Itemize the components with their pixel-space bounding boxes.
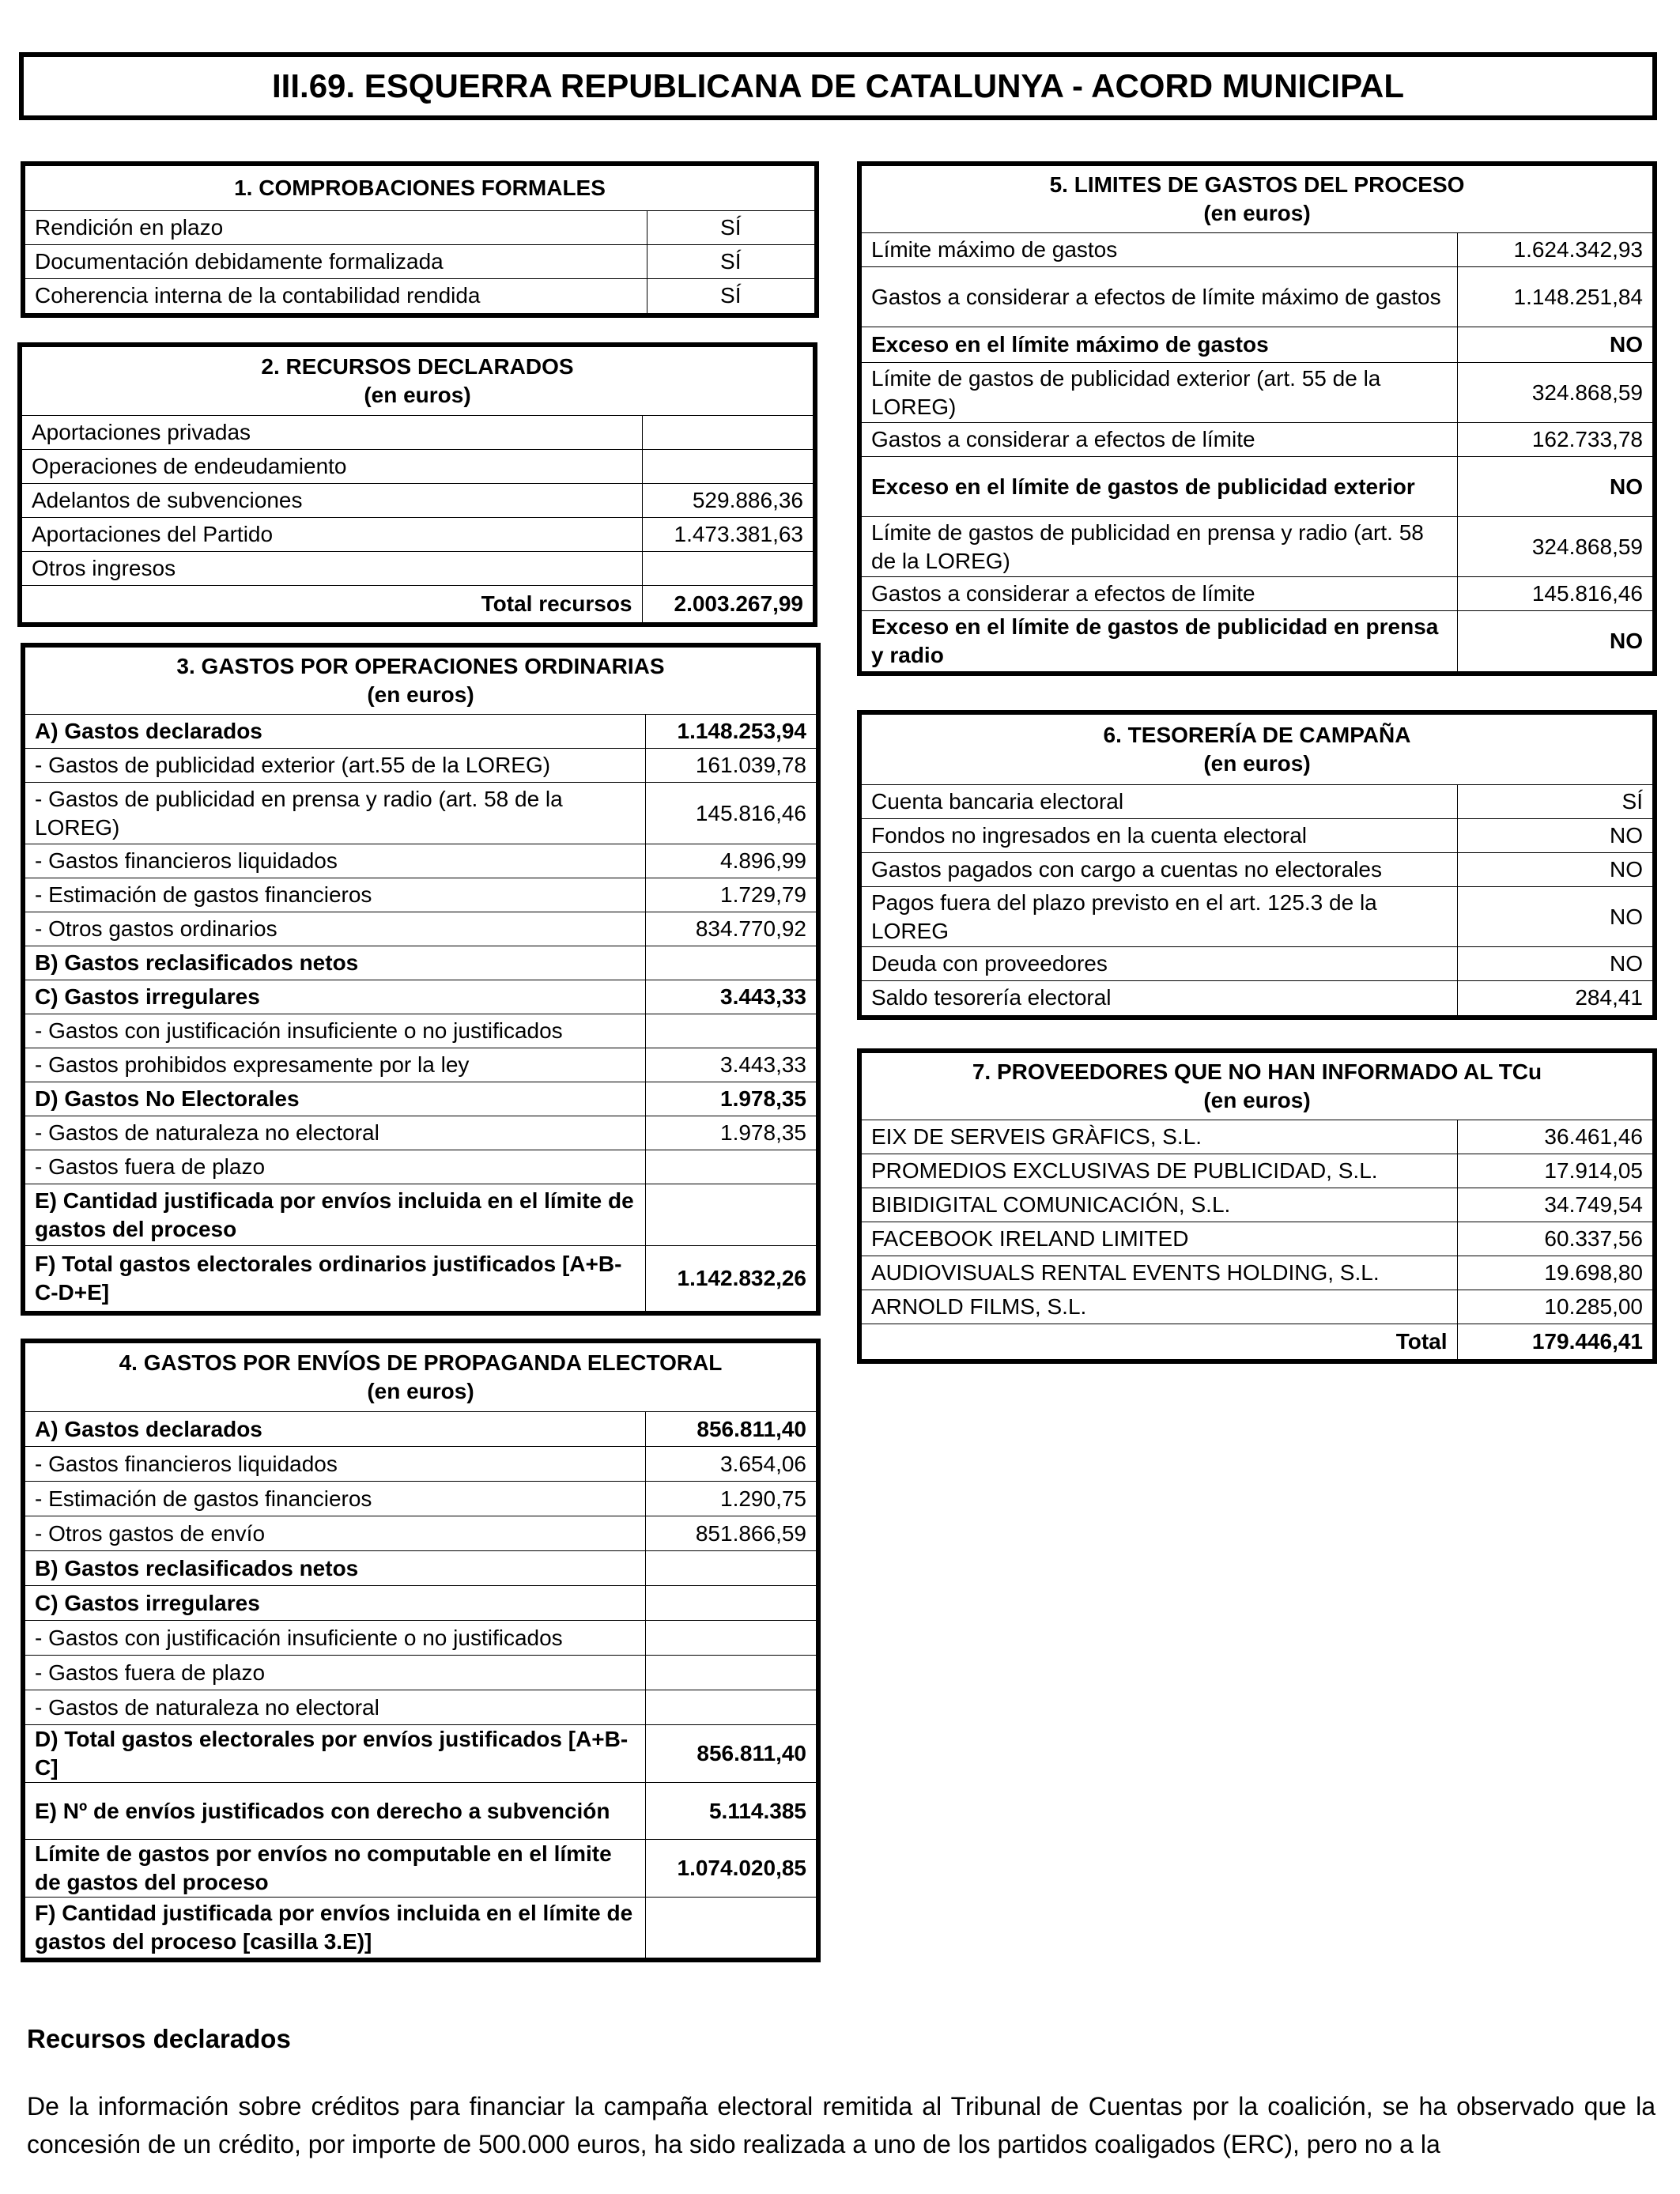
row-label: Deuda con proveedores	[862, 947, 1457, 981]
row-label: - Gastos de publicidad en prensa y radio (art. 58 de la LOREG)	[25, 783, 645, 844]
table-comprobaciones-formales	[21, 161, 819, 318]
row-value: 1.148.251,84	[1457, 267, 1652, 327]
table-recursos-declarados	[17, 342, 817, 627]
section-header: 2. RECURSOS DECLARADOS (en euros)	[22, 347, 813, 416]
supplier-name: PROMEDIOS EXCLUSIVAS DE PUBLICIDAD, S.L.	[862, 1154, 1457, 1188]
row-value: NO	[1457, 887, 1652, 947]
row-value: SÍ	[647, 279, 814, 313]
row-value: 851.866,59	[645, 1516, 816, 1551]
row-value	[645, 1586, 816, 1621]
row-value	[642, 552, 813, 586]
row-value: 1.148.253,94	[645, 715, 816, 749]
row-value	[645, 1621, 816, 1656]
row-value	[645, 1014, 816, 1048]
row-label: A) Gastos declarados	[25, 715, 645, 749]
supplier-name: AUDIOVISUALS RENTAL EVENTS HOLDING, S.L.	[862, 1256, 1457, 1290]
row-label: Pagos fuera del plazo previsto en el art. 125.3 de la LOREG	[862, 887, 1457, 947]
row-label: Exceso en el límite de gastos de publicidad exterior	[862, 457, 1457, 517]
supplier-amount: 60.337,56	[1457, 1222, 1652, 1256]
row-value	[645, 1551, 816, 1586]
section-heading: Recursos declarados	[27, 2024, 291, 2053]
row-value: 145.816,46	[1457, 577, 1652, 611]
row-value: 324.868,59	[1457, 363, 1652, 423]
section-header: 1. COMPROBACIONES FORMALES	[25, 166, 814, 211]
row-label: Saldo tesorería electoral	[862, 981, 1457, 1015]
row-label: - Gastos fuera de plazo	[25, 1656, 645, 1690]
row-value: 284,41	[1457, 981, 1652, 1015]
row-value: 3.443,33	[645, 1048, 816, 1082]
row-value	[642, 450, 813, 484]
row-label: Gastos a considerar a efectos de límite máximo de gastos	[862, 267, 1457, 327]
section-header: 3. GASTOS POR OPERACIONES ORDINARIAS (en euros)	[25, 648, 816, 715]
row-value: 4.896,99	[645, 844, 816, 878]
row-value: SÍ	[647, 211, 814, 245]
supplier-amount: 36.461,46	[1457, 1120, 1652, 1154]
row-label: F) Cantidad justificada por envíos incluida en el límite de gastos del proceso [casilla 3.E)]	[25, 1898, 645, 1958]
total-label: Total	[862, 1324, 1457, 1359]
row-label: Documentación debidamente formalizada	[25, 245, 647, 279]
row-value	[645, 1898, 816, 1958]
row-label: Límite de gastos de publicidad en prensa y radio (art. 58 de la LOREG)	[862, 517, 1457, 577]
row-value: SÍ	[647, 245, 814, 279]
row-value	[642, 416, 813, 450]
row-value: 3.654,06	[645, 1447, 816, 1482]
row-label: Adelantos de subvenciones	[22, 484, 642, 518]
row-value: 856.811,40	[645, 1725, 816, 1783]
row-value: NO	[1457, 457, 1652, 517]
total-value: 2.003.267,99	[642, 586, 813, 622]
total-value: 179.446,41	[1457, 1324, 1652, 1359]
section-header: 7. PROVEEDORES QUE NO HAN INFORMADO AL TCu (en euros)	[862, 1053, 1652, 1120]
row-value: 1.624.342,93	[1457, 233, 1652, 267]
row-label: Gastos a considerar a efectos de límite	[862, 423, 1457, 457]
row-label: D) Total gastos electorales por envíos justificados [A+B-C]	[25, 1725, 645, 1783]
row-label: E) Cantidad justificada por envíos incluida en el límite de gastos del proceso	[25, 1184, 645, 1246]
row-label: Operaciones de endeudamiento	[22, 450, 642, 484]
row-label: Límite de gastos de publicidad exterior (art. 55 de la LOREG)	[862, 363, 1457, 423]
row-label: Exceso en el límite de gastos de publicidad en prensa y radio	[862, 611, 1457, 671]
supplier-name: BIBIDIGITAL COMUNICACIÓN, S.L.	[862, 1188, 1457, 1222]
row-value: 834.770,92	[645, 912, 816, 946]
row-label: - Otros gastos de envío	[25, 1516, 645, 1551]
table-gastos-operaciones-ordinarias	[21, 643, 821, 1316]
row-label: C) Gastos irregulares	[25, 980, 645, 1014]
supplier-amount: 10.285,00	[1457, 1290, 1652, 1324]
section-header: 4. GASTOS POR ENVÍOS DE PROPAGANDA ELECTORAL (en euros)	[25, 1343, 816, 1412]
row-value: NO	[1457, 819, 1652, 853]
row-value: 324.868,59	[1457, 517, 1652, 577]
row-label: Aportaciones del Partido	[22, 518, 642, 552]
supplier-name: ARNOLD FILMS, S.L.	[862, 1290, 1457, 1324]
table-tesoreria-campana	[857, 710, 1657, 1020]
row-value	[645, 1690, 816, 1725]
row-label: - Gastos con justificación insuficiente o no justificados	[25, 1014, 645, 1048]
table-limites-gastos	[857, 161, 1657, 676]
row-value: 1.290,75	[645, 1482, 816, 1516]
page-title: III.69. ESQUERRA REPUBLICANA DE CATALUNYA - ACORD MUNICIPAL	[19, 52, 1657, 120]
row-label: Aportaciones privadas	[22, 416, 642, 450]
row-value: 856.811,40	[645, 1412, 816, 1447]
supplier-name: FACEBOOK IRELAND LIMITED	[862, 1222, 1457, 1256]
row-value: 5.114.385	[645, 1783, 816, 1840]
row-value: SÍ	[1457, 785, 1652, 819]
row-label: Límite de gastos por envíos no computable en el límite de gastos del proceso	[25, 1840, 645, 1898]
row-label: Gastos a considerar a efectos de límite	[862, 577, 1457, 611]
row-value: 3.443,33	[645, 980, 816, 1014]
row-label: Exceso en el límite máximo de gastos	[862, 327, 1457, 363]
body-paragraph: De la información sobre créditos para financiar la campaña electoral remitida al Tribunal de Cuentas por la coalición, se ha observado que la concesión de un crédito, por importe de 500.000 euros, ha sido realizada a uno de los partidos coaligados (ERC), pero no a la	[27, 2092, 1655, 2158]
row-label: Cuenta bancaria electoral	[862, 785, 1457, 819]
row-label: - Gastos con justificación insuficiente o no justificados	[25, 1621, 645, 1656]
supplier-amount: 19.698,80	[1457, 1256, 1652, 1290]
row-label: - Gastos financieros liquidados	[25, 844, 645, 878]
row-label: B) Gastos reclasificados netos	[25, 1551, 645, 1586]
row-label: Límite máximo de gastos	[862, 233, 1457, 267]
row-value	[645, 946, 816, 980]
row-label: - Gastos de publicidad exterior (art.55 de la LOREG)	[25, 749, 645, 783]
supplier-amount: 17.914,05	[1457, 1154, 1652, 1188]
row-label: - Gastos de naturaleza no electoral	[25, 1690, 645, 1725]
row-value	[645, 1150, 816, 1184]
table-gastos-envios-propaganda	[21, 1339, 821, 1962]
row-label: C) Gastos irregulares	[25, 1586, 645, 1621]
row-value: NO	[1457, 853, 1652, 887]
row-value: 1.142.832,26	[645, 1246, 816, 1311]
row-label: - Gastos fuera de plazo	[25, 1150, 645, 1184]
row-value: 145.816,46	[645, 783, 816, 844]
row-value: 1.074.020,85	[645, 1840, 816, 1898]
row-label: E) Nº de envíos justificados con derecho a subvención	[25, 1783, 645, 1840]
row-value: 1.729,79	[645, 878, 816, 912]
row-value: 1.473.381,63	[642, 518, 813, 552]
table-proveedores-no-informados	[857, 1048, 1657, 1364]
row-label: Gastos pagados con cargo a cuentas no electorales	[862, 853, 1457, 887]
row-value: NO	[1457, 327, 1652, 363]
row-label: - Otros gastos ordinarios	[25, 912, 645, 946]
row-value: 1.978,35	[645, 1116, 816, 1150]
row-value: 529.886,36	[642, 484, 813, 518]
section-header: 5. LIMITES DE GASTOS DEL PROCESO (en euros)	[862, 166, 1652, 233]
row-label: D) Gastos No Electorales	[25, 1082, 645, 1116]
row-value	[645, 1184, 816, 1246]
total-label: Total recursos	[22, 586, 642, 622]
row-label: Otros ingresos	[22, 552, 642, 586]
row-label: - Estimación de gastos financieros	[25, 1482, 645, 1516]
section-header: 6. TESORERÍA DE CAMPAÑA (en euros)	[862, 715, 1652, 785]
row-label: Coherencia interna de la contabilidad rendida	[25, 279, 647, 313]
row-label: - Estimación de gastos financieros	[25, 878, 645, 912]
row-value: 161.039,78	[645, 749, 816, 783]
row-label: - Gastos de naturaleza no electoral	[25, 1116, 645, 1150]
row-label: B) Gastos reclasificados netos	[25, 946, 645, 980]
row-label: A) Gastos declarados	[25, 1412, 645, 1447]
row-label: Rendición en plazo	[25, 211, 647, 245]
row-value	[645, 1656, 816, 1690]
row-label: Fondos no ingresados en la cuenta electoral	[862, 819, 1457, 853]
row-value: 162.733,78	[1457, 423, 1652, 457]
supplier-amount: 34.749,54	[1457, 1188, 1652, 1222]
row-value: 1.978,35	[645, 1082, 816, 1116]
row-value: NO	[1457, 947, 1652, 981]
row-label: - Gastos financieros liquidados	[25, 1447, 645, 1482]
row-label: F) Total gastos electorales ordinarios justificados [A+B-C-D+E]	[25, 1246, 645, 1311]
row-label: - Gastos prohibidos expresamente por la ley	[25, 1048, 645, 1082]
row-value: NO	[1457, 611, 1652, 671]
supplier-name: EIX DE SERVEIS GRÀFICS, S.L.	[862, 1120, 1457, 1154]
